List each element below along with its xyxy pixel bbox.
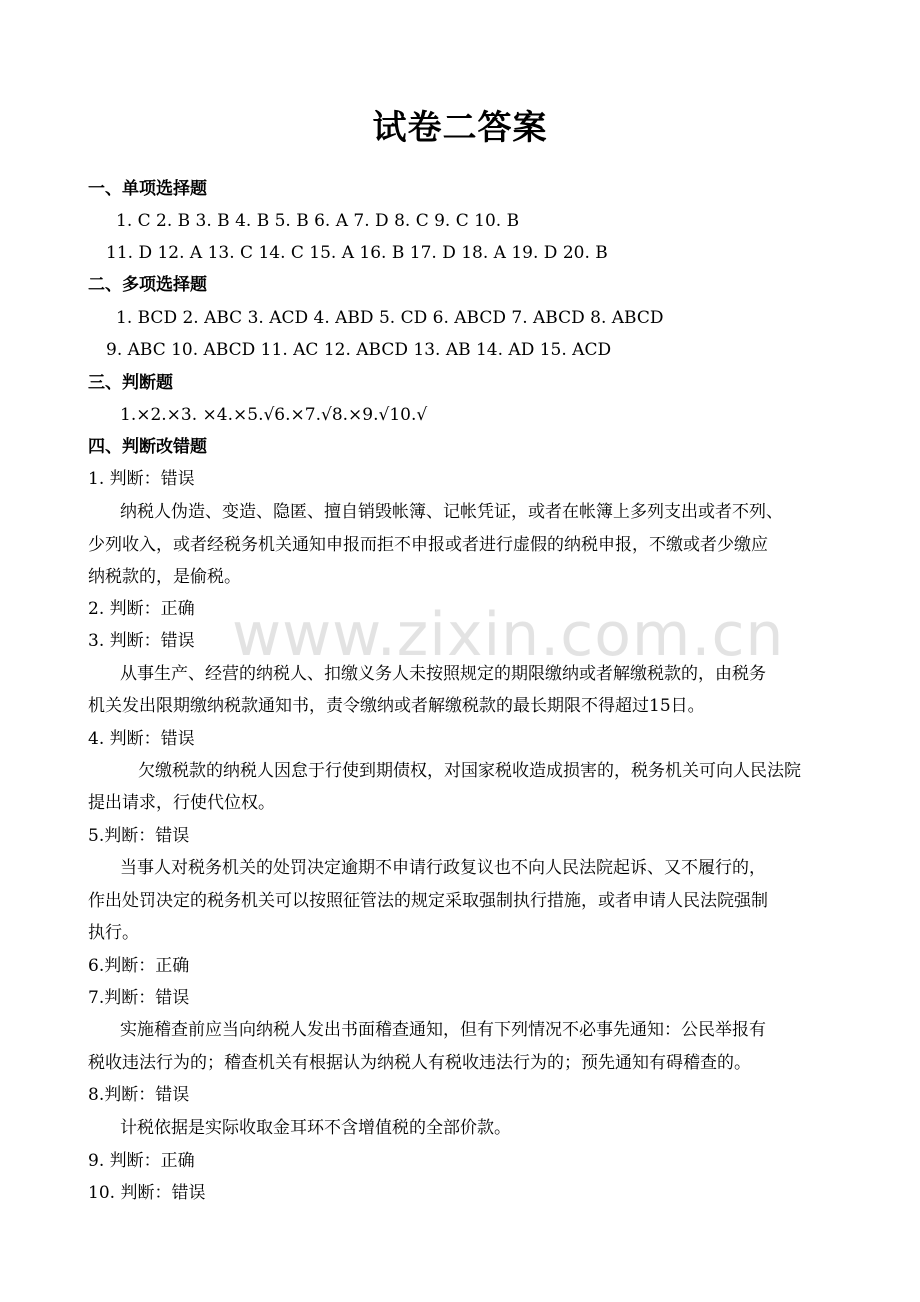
section-heading-single-choice: 一、单项选择题: [88, 179, 207, 199]
correction-item-8-verdict: 8.判断：错误: [88, 1085, 190, 1105]
correction-item-5-text: 作出处罚决定的税务机关可以按照征管法的规定采取强制执行措施，或者申请人民法院强制: [88, 891, 768, 911]
correction-item-6-verdict: 6.判断：正确: [88, 956, 190, 976]
single-choice-answers-row-2: 11. D 12. A 13. C 14. C 15. A 16. B 17. D 18. A 19. D 20. B: [106, 243, 608, 263]
correction-item-1-text: 少列收入，或者经税务机关通知申报而拒不申报或者进行虚假的纳税申报，不缴或者少缴应: [88, 535, 768, 555]
correction-item-1-text: 纳税人伪造、变造、隐匿、擅自销毁帐簿、记帐凭证，或者在帐簿上多列支出或者不列、: [120, 502, 783, 522]
correction-item-9-verdict: 9. 判断：正确: [88, 1151, 195, 1171]
correction-item-4-verdict: 4. 判断：错误: [88, 729, 195, 749]
watermark: www.zixin.com.cn: [232, 600, 785, 670]
single-choice-answers-row-1: 1. C 2. B 3. B 4. B 5. B 6. A 7. D 8. C 9. C 10. B: [116, 211, 520, 231]
correction-item-7-text: 税收违法行为的；稽查机关有根据认为纳税人有税收违法行为的；预先通知有碍稽查的。: [88, 1053, 751, 1073]
true-false-answers-row: 1.×2.×3. ×4.×5.√6.×7.√8.×9.√10.√: [120, 405, 428, 425]
correction-item-5-verdict: 5.判断：错误: [88, 826, 190, 846]
correction-item-3-text: 从事生产、经营的纳税人、扣缴义务人未按照规定的期限缴纳或者解缴税款的，由税务: [120, 664, 766, 684]
correction-item-4-text: 提出请求，行使代位权。: [88, 793, 275, 813]
correction-item-1-verdict: 1. 判断：错误: [88, 469, 195, 489]
correction-item-5-text: 当事人对税务机关的处罚决定逾期不申请行政复议也不向人民法院起诉、又不履行的，: [120, 858, 766, 878]
correction-item-7-text: 实施稽查前应当向纳税人发出书面稽查通知，但有下列情况不必事先通知：公民举报有: [120, 1020, 766, 1040]
multiple-choice-answers-row-2: 9. ABC 10. ABCD 11. AC 12. ABCD 13. AB 14. AD 15. ACD: [106, 340, 612, 360]
correction-item-1-text: 纳税款的，是偷税。: [88, 567, 241, 587]
multiple-choice-answers-row-1: 1. BCD 2. ABC 3. ACD 4. ABD 5. CD 6. ABCD 7. ABCD 8. ABCD: [116, 308, 664, 328]
correction-item-3-verdict: 3. 判断：错误: [88, 631, 195, 651]
section-heading-correction: 四、判断改错题: [88, 437, 207, 457]
correction-item-4-text: 欠缴税款的纳税人因怠于行使到期债权，对国家税收造成损害的，税务机关可向人民法院: [138, 761, 801, 781]
correction-item-3-text: 机关发出限期缴纳税款通知书，责令缴纳或者解缴税款的最长期限不得超过15日。: [88, 696, 705, 716]
correction-item-5-text: 执行。: [88, 923, 139, 943]
correction-item-10-verdict: 10. 判断：错误: [88, 1183, 206, 1203]
page-title: 试卷二答案: [372, 108, 548, 148]
correction-item-7-verdict: 7.判断：错误: [88, 988, 190, 1008]
section-heading-true-false: 三、判断题: [88, 373, 173, 393]
correction-item-8-text: 计税依据是实际收取金耳环不含增值税的全部价款。: [120, 1118, 511, 1138]
correction-item-2-verdict: 2. 判断：正确: [88, 599, 195, 619]
section-heading-multiple-choice: 二、多项选择题: [88, 275, 207, 295]
